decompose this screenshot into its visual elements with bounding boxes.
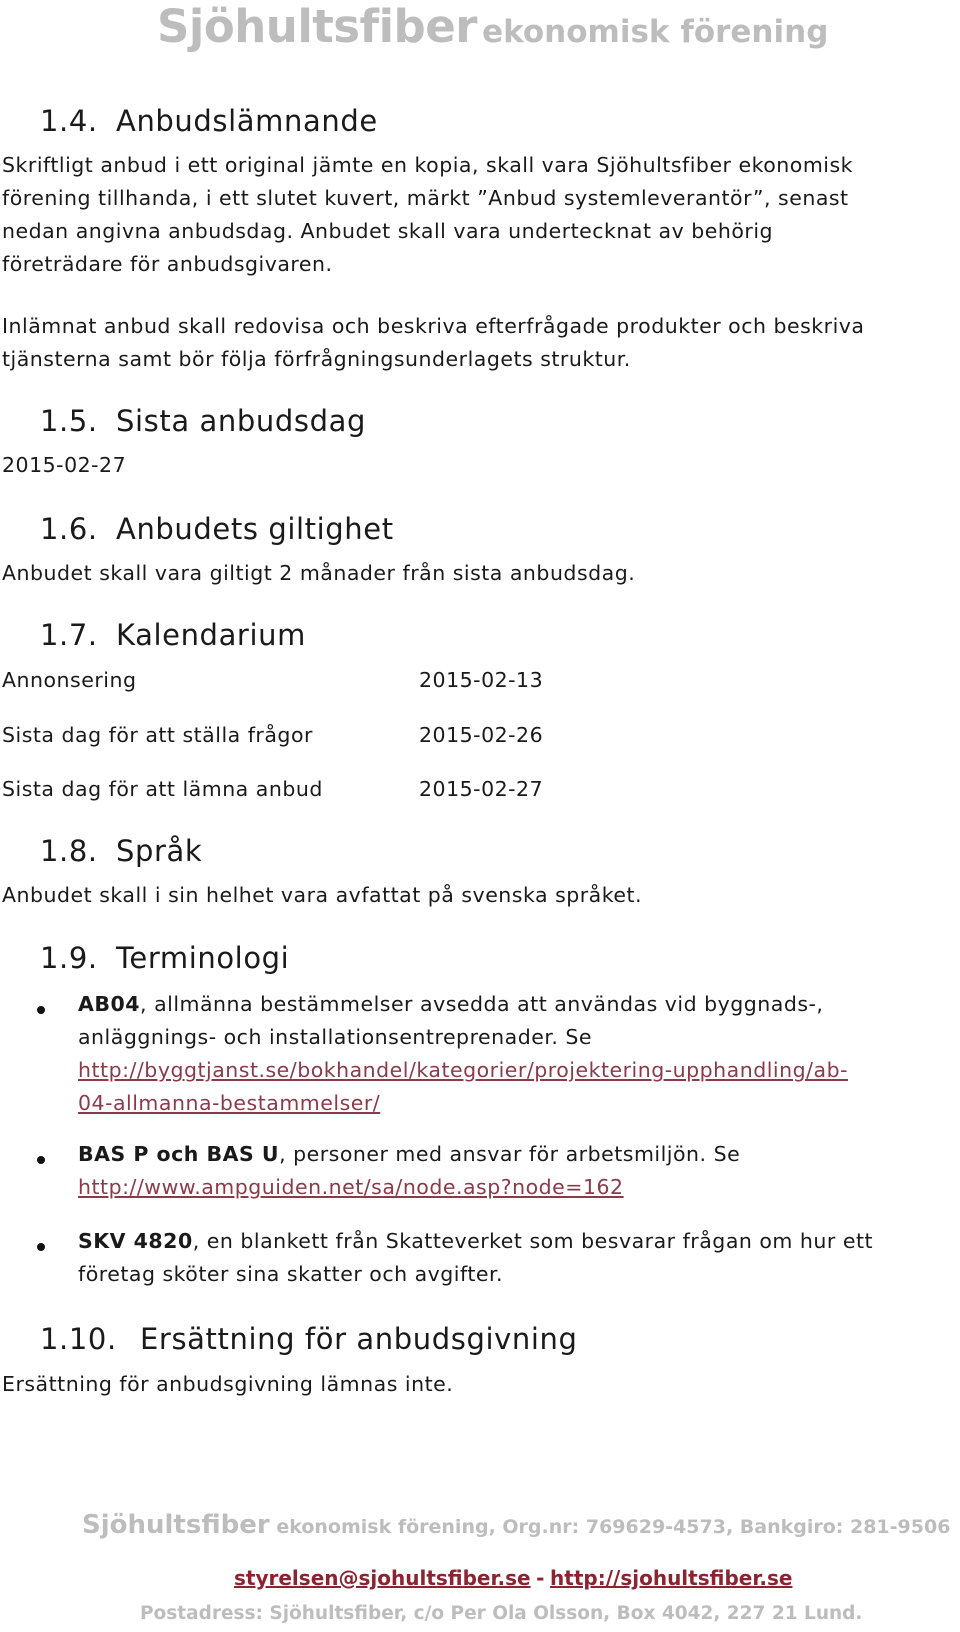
calendar-label: Annonsering	[2, 668, 137, 692]
term-name: BAS P och BAS U	[78, 1142, 280, 1166]
term-name: SKV 4820	[78, 1229, 193, 1253]
bullet-icon	[37, 1006, 45, 1014]
heading-number: 1.10.	[40, 1322, 117, 1356]
text-line: Anbudet skall vara giltigt 2 månader från sista anbudsdag.	[2, 561, 636, 585]
heading-number: 1.8.	[40, 834, 98, 868]
calendar-row	[2, 723, 544, 747]
footer-org	[82, 1510, 950, 1540]
text-line: nedan angivna anbudsdag. Anbudet skall vara undertecknat av behörig	[2, 219, 774, 243]
heading-number: 1.4.	[40, 104, 98, 138]
term-link[interactable]: http://byggtjanst.se/bokhandel/kategorier/projektering-upphandling/ab-	[78, 1058, 848, 1082]
heading-number: 1.7.	[40, 618, 98, 652]
heading-1-9	[40, 941, 289, 975]
heading-title: Anbudslämnande	[116, 104, 378, 138]
text-line: Anbudet skall i sin helhet vara avfattat på svenska språket.	[2, 883, 643, 907]
term-item-skv	[78, 1225, 873, 1291]
heading-title: Ersättning för anbudsgivning	[140, 1322, 578, 1356]
heading-title: Sista anbudsdag	[116, 404, 366, 438]
term-description: , allmänna bestämmelser avsedda att användas vid byggnads-,	[140, 992, 824, 1016]
paragraph-1-10	[2, 1368, 453, 1401]
letterhead-name: Sjöhultsfiber	[157, 0, 477, 53]
term-description: , personer med ansvar för arbetsmiljön. Se	[279, 1142, 741, 1166]
paragraph-1-4-a	[2, 149, 853, 281]
paragraph-1-6	[2, 557, 635, 590]
footer-address: Postadress: Sjöhultsfiber, c/o Per Ola Olsson, Box 4042, 227 21 Lund.	[140, 1603, 863, 1624]
heading-title: Anbudets giltighet	[116, 512, 394, 546]
calendar-label: Sista dag för att ställa frågor	[2, 723, 313, 747]
heading-1-7	[40, 618, 306, 652]
calendar-row	[2, 777, 544, 801]
calendar-date: 2015-02-13	[419, 668, 544, 692]
footer-contact	[234, 1566, 792, 1590]
text-line: Ersättning för anbudsgivning lämnas inte.	[2, 1372, 454, 1396]
heading-number: 1.5.	[40, 404, 98, 438]
heading-title: Kalendarium	[116, 618, 306, 652]
bullet-icon	[37, 1243, 45, 1251]
heading-title: Terminologi	[116, 941, 290, 975]
heading-number: 1.9.	[40, 941, 98, 975]
term-item-ab04	[78, 988, 848, 1120]
bullet-icon	[37, 1156, 45, 1164]
calendar-date: 2015-02-27	[419, 777, 544, 801]
footer-org-details: ekonomisk förening, Org.nr: 769629-4573, Bankgiro: 281-9506	[276, 1516, 951, 1538]
term-link[interactable]: http://www.ampguiden.net/sa/node.asp?node=162	[78, 1175, 624, 1199]
term-name: AB04	[78, 992, 141, 1016]
calendar-label: Sista dag för att lämna anbud	[2, 777, 323, 801]
term-item-bas	[78, 1138, 740, 1204]
heading-title: Språk	[116, 834, 203, 868]
calendar-date: 2015-02-26	[419, 723, 544, 747]
paragraph-1-4-b	[2, 310, 864, 376]
text-line: företrädare för anbudsgivaren.	[2, 252, 333, 276]
term-description: , en blankett från Skatteverket som besvarar frågan om hur ett	[192, 1229, 874, 1253]
heading-1-4	[40, 104, 378, 138]
term-description-cont: företag sköter sina skatter och avgifter.	[78, 1262, 504, 1286]
text-line: Inlämnat anbud skall redovisa och beskriva efterfrågade produkter och beskriva	[2, 314, 865, 338]
heading-1-6	[40, 512, 394, 546]
text-line: tjänsterna samt bör följa förfrågningsunderlagets struktur.	[2, 347, 631, 371]
letterhead-subtitle: ekonomisk förening	[482, 14, 829, 50]
heading-1-10	[40, 1322, 578, 1356]
heading-number: 1.6.	[40, 512, 98, 546]
calendar-row	[2, 668, 544, 692]
footer-website-link[interactable]: http://sjohultsfiber.se	[550, 1566, 793, 1590]
heading-1-8	[40, 834, 202, 868]
term-link-cont[interactable]: 04-allmanna-bestammelser/	[78, 1091, 381, 1115]
footer-email-link[interactable]: styrelsen@sjohultsfiber.se	[234, 1566, 531, 1590]
text-line: förening tillhanda, i ett slutet kuvert, märkt ”Anbud systemleverantör”, senast	[2, 186, 849, 210]
footer-separator: -	[536, 1566, 545, 1590]
footer-org-name: Sjöhultsfiber	[82, 1510, 270, 1540]
term-description-cont: anläggnings- och installationsentreprenader. Se	[78, 1025, 593, 1049]
text-line: Skriftligt anbud i ett original jämte en kopia, skall vara Sjöhultsfiber ekonomisk	[2, 153, 854, 177]
heading-1-5	[40, 404, 366, 438]
paragraph-1-8	[2, 879, 642, 912]
text-line: 2015-02-27	[2, 453, 127, 477]
paragraph-1-5	[2, 449, 126, 482]
letterhead	[157, 0, 828, 53]
